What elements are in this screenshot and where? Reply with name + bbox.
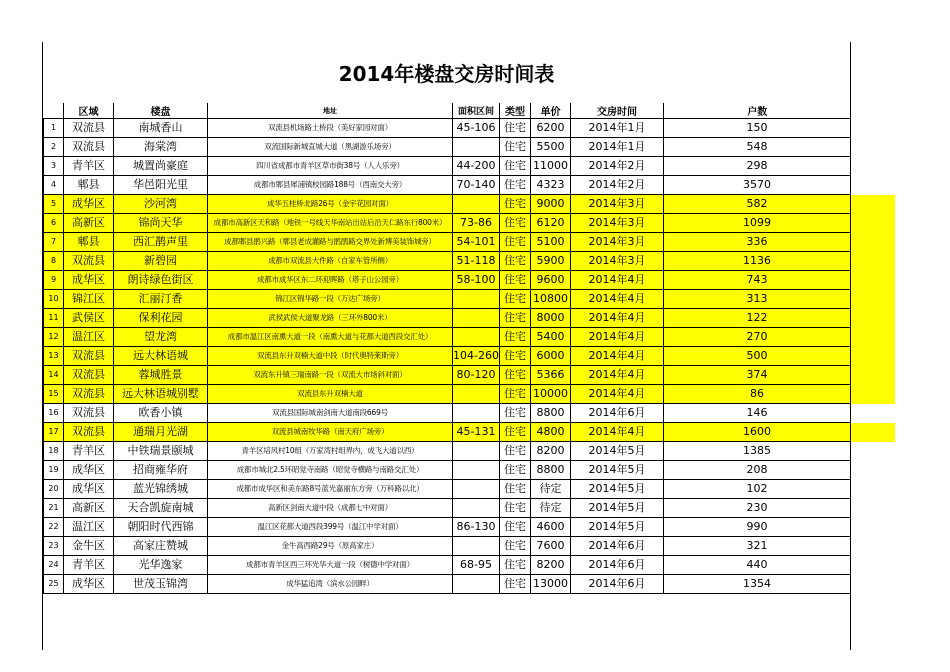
area-cell[interactable] <box>453 385 500 404</box>
price-cell[interactable]: 6000 <box>531 347 571 366</box>
district-cell[interactable]: 成华区 <box>64 575 114 594</box>
address-cell[interactable]: 双流县国际城南剑南大道南段669号 <box>208 404 453 423</box>
project-cell[interactable]: 中铁瑞景颐城 <box>114 442 208 461</box>
project-cell[interactable]: 朝阳时代西锦 <box>114 518 208 537</box>
delivery-date-cell[interactable]: 2014年4月 <box>571 423 664 442</box>
row-index-cell[interactable]: 12 <box>44 328 64 347</box>
header-address[interactable]: 地址 <box>208 103 453 119</box>
row-highlight-extension <box>851 195 895 214</box>
units-cell[interactable]: 313 <box>664 290 851 309</box>
price-cell[interactable]: 10800 <box>531 290 571 309</box>
project-cell[interactable]: 新碧园 <box>114 252 208 271</box>
row-index-cell[interactable]: 20 <box>44 480 64 499</box>
address-cell[interactable]: 双流县东升双楠大道中段（时代奥特莱斯旁） <box>208 347 453 366</box>
project-cell[interactable]: 保利花园 <box>114 309 208 328</box>
row-index-cell[interactable]: 15 <box>44 385 64 404</box>
delivery-date-cell[interactable]: 2014年3月 <box>571 233 664 252</box>
district-cell[interactable]: 青羊区 <box>64 442 114 461</box>
table-row <box>44 480 851 499</box>
row-index-cell[interactable]: 16 <box>44 404 64 423</box>
project-cell[interactable]: 招商雍华府 <box>114 461 208 480</box>
type-cell[interactable]: 住宅 <box>500 499 531 518</box>
sheet-title: 2014年楼盘交房时间表 <box>338 62 555 86</box>
address-cell[interactable]: 金牛高西路29号（原高家庄） <box>208 537 453 556</box>
address-cell[interactable]: 成都市温江区南熏大道一段（南熏大道与花都大道西段交汇处） <box>208 328 453 347</box>
row-index-cell[interactable]: 2 <box>44 138 64 157</box>
district-cell[interactable]: 双流县 <box>64 252 114 271</box>
price-cell[interactable]: 待定 <box>531 480 571 499</box>
address-cell[interactable]: 温江区花都大道西段399号（温江中学对面） <box>208 518 453 537</box>
area-cell[interactable] <box>453 328 500 347</box>
district-cell[interactable]: 郫县 <box>64 233 114 252</box>
project-cell[interactable]: 望龙湾 <box>114 328 208 347</box>
district-cell[interactable]: 成华区 <box>64 195 114 214</box>
row-index-cell[interactable]: 6 <box>44 214 64 233</box>
delivery-date-cell[interactable]: 2014年4月 <box>571 366 664 385</box>
price-cell[interactable]: 7600 <box>531 537 571 556</box>
district-cell[interactable]: 温江区 <box>64 518 114 537</box>
price-cell[interactable]: 待定 <box>531 499 571 518</box>
area-cell[interactable]: 73-86 <box>453 214 500 233</box>
type-cell[interactable]: 住宅 <box>500 271 531 290</box>
header-price[interactable]: 单价 <box>531 103 571 119</box>
district-cell[interactable]: 高新区 <box>64 214 114 233</box>
row-index-cell[interactable]: 3 <box>44 157 64 176</box>
project-cell[interactable]: 蓝光锦绣城 <box>114 480 208 499</box>
address-cell[interactable]: 成都市双流县大件路（自家车管所侧） <box>208 252 453 271</box>
area-cell[interactable] <box>453 290 500 309</box>
units-cell[interactable]: 1600 <box>664 423 851 442</box>
area-cell[interactable]: 58-100 <box>453 271 500 290</box>
address-cell[interactable]: 青羊区培风村10组（万家湾村组界内，成飞大道以西） <box>208 442 453 461</box>
delivery-date-cell[interactable]: 2014年6月 <box>571 537 664 556</box>
district-cell[interactable]: 温江区 <box>64 328 114 347</box>
type-cell[interactable]: 住宅 <box>500 366 531 385</box>
units-cell[interactable]: 374 <box>664 366 851 385</box>
table-row <box>44 157 851 176</box>
address-cell[interactable]: 双流东升镇三瑞南路一段（双流大市场斜对面） <box>208 366 453 385</box>
table-row <box>44 347 851 366</box>
header-date[interactable]: 交房时间 <box>571 103 664 119</box>
row-index-cell[interactable]: 1 <box>44 119 64 138</box>
project-cell[interactable]: 锦尚天华 <box>114 214 208 233</box>
row-index-cell[interactable]: 21 <box>44 499 64 518</box>
area-cell[interactable]: 44-200 <box>453 157 500 176</box>
units-cell[interactable]: 440 <box>664 556 851 575</box>
price-cell[interactable]: 8800 <box>531 461 571 480</box>
type-cell[interactable]: 住宅 <box>500 195 531 214</box>
area-cell[interactable] <box>453 309 500 328</box>
district-cell[interactable]: 高新区 <box>64 499 114 518</box>
units-cell[interactable]: 102 <box>664 480 851 499</box>
row-index-cell[interactable]: 13 <box>44 347 64 366</box>
project-cell[interactable]: 南城香山 <box>114 119 208 138</box>
project-cell[interactable]: 光华逸家 <box>114 556 208 575</box>
units-cell[interactable]: 3570 <box>664 176 851 195</box>
area-cell[interactable]: 86-130 <box>453 518 500 537</box>
type-cell[interactable]: 住宅 <box>500 309 531 328</box>
type-cell[interactable]: 住宅 <box>500 461 531 480</box>
table-row <box>44 309 851 328</box>
area-cell[interactable] <box>453 404 500 423</box>
area-cell[interactable]: 45-131 <box>453 423 500 442</box>
area-cell[interactable]: 68-95 <box>453 556 500 575</box>
table-row <box>44 385 851 404</box>
address-cell[interactable]: 成都市成华区和美东路8号蓝光嘉丽东方旁（万科路以北） <box>208 480 453 499</box>
table-row <box>44 499 851 518</box>
address-cell[interactable]: 成华五桂桥北路26号（金宇花园对面） <box>208 195 453 214</box>
row-highlight-extension <box>851 290 895 309</box>
project-cell[interactable]: 华邑阳光里 <box>114 176 208 195</box>
district-cell[interactable]: 成华区 <box>64 461 114 480</box>
type-cell[interactable]: 住宅 <box>500 290 531 309</box>
table-row <box>44 138 851 157</box>
project-cell[interactable]: 城置尚豪庭 <box>114 157 208 176</box>
delivery-date-cell[interactable]: 2014年5月 <box>571 499 664 518</box>
area-cell[interactable] <box>453 575 500 594</box>
units-cell[interactable]: 500 <box>664 347 851 366</box>
area-cell[interactable] <box>453 537 500 556</box>
table-row <box>44 366 851 385</box>
project-cell[interactable]: 天合凯旋南城 <box>114 499 208 518</box>
project-cell[interactable]: 高家庄赞城 <box>114 537 208 556</box>
district-cell[interactable]: 双流县 <box>64 138 114 157</box>
type-cell[interactable]: 住宅 <box>500 138 531 157</box>
type-cell[interactable]: 住宅 <box>500 157 531 176</box>
row-highlight-extension <box>851 214 895 233</box>
header-area[interactable]: 面积区间 <box>453 103 500 119</box>
delivery-date-cell[interactable]: 2014年4月 <box>571 347 664 366</box>
price-cell[interactable]: 6200 <box>531 119 571 138</box>
units-cell[interactable]: 321 <box>664 537 851 556</box>
price-cell[interactable]: 9000 <box>531 195 571 214</box>
row-index-cell[interactable]: 22 <box>44 518 64 537</box>
table-row <box>44 556 851 575</box>
price-cell[interactable]: 5366 <box>531 366 571 385</box>
delivery-date-cell[interactable]: 2014年1月 <box>571 119 664 138</box>
delivery-schedule-table <box>43 103 851 594</box>
project-cell[interactable]: 远大林语城别墅 <box>114 385 208 404</box>
row-highlight-extension <box>851 385 895 404</box>
address-cell[interactable]: 成都市青羊区西三环光华大道一段（树德中学对面） <box>208 556 453 575</box>
table-row <box>44 423 851 442</box>
table-row <box>44 195 851 214</box>
table-row <box>44 252 851 271</box>
row-index-cell[interactable]: 7 <box>44 233 64 252</box>
row-index-cell[interactable]: 10 <box>44 290 64 309</box>
price-cell[interactable]: 5900 <box>531 252 571 271</box>
address-cell[interactable]: 双流县东升双楠大道 <box>208 385 453 404</box>
district-cell[interactable]: 成华区 <box>64 271 114 290</box>
type-cell[interactable]: 住宅 <box>500 480 531 499</box>
type-cell[interactable]: 住宅 <box>500 404 531 423</box>
price-cell[interactable]: 5400 <box>531 328 571 347</box>
units-cell[interactable]: 1354 <box>664 575 851 594</box>
type-cell[interactable]: 住宅 <box>500 347 531 366</box>
row-index-cell[interactable]: 9 <box>44 271 64 290</box>
units-cell[interactable]: 990 <box>664 518 851 537</box>
row-highlight-extension <box>851 347 895 366</box>
address-cell[interactable]: 四川省成都市青羊区草市街38号（人人乐旁） <box>208 157 453 176</box>
area-cell[interactable]: 80-120 <box>453 366 500 385</box>
price-cell[interactable]: 4600 <box>531 518 571 537</box>
units-cell[interactable]: 743 <box>664 271 851 290</box>
area-cell[interactable] <box>453 480 500 499</box>
project-cell[interactable]: 远大林语城 <box>114 347 208 366</box>
delivery-date-cell[interactable]: 2014年6月 <box>571 404 664 423</box>
row-index-cell[interactable]: 11 <box>44 309 64 328</box>
row-index-cell[interactable]: 17 <box>44 423 64 442</box>
units-cell[interactable]: 86 <box>664 385 851 404</box>
units-cell[interactable]: 582 <box>664 195 851 214</box>
address-cell[interactable]: 成都市高新区天和路（地铁一号线天华南站出站后沿天仁路东行800米） <box>208 214 453 233</box>
district-cell[interactable]: 郫县 <box>64 176 114 195</box>
row-highlight-extension <box>851 252 895 271</box>
address-cell[interactable]: 成都市成华区东二环迎晖路（塔子山公园旁） <box>208 271 453 290</box>
address-cell[interactable]: 双流国际新城直城大道（黑湖游乐场旁） <box>208 138 453 157</box>
address-cell[interactable]: 双流县机场路土桥段（美好家园对面） <box>208 119 453 138</box>
type-cell[interactable]: 住宅 <box>500 385 531 404</box>
type-cell[interactable]: 住宅 <box>500 423 531 442</box>
price-cell[interactable]: 11000 <box>531 157 571 176</box>
units-cell[interactable]: 150 <box>664 119 851 138</box>
type-cell[interactable]: 住宅 <box>500 214 531 233</box>
district-cell[interactable]: 成华区 <box>64 480 114 499</box>
table-row <box>44 328 851 347</box>
delivery-date-cell[interactable]: 2014年4月 <box>571 328 664 347</box>
units-cell[interactable]: 298 <box>664 157 851 176</box>
district-cell[interactable]: 武侯区 <box>64 309 114 328</box>
table-row <box>44 575 851 594</box>
delivery-date-cell[interactable]: 2014年3月 <box>571 195 664 214</box>
delivery-date-cell[interactable]: 2014年5月 <box>571 480 664 499</box>
area-cell[interactable]: 54-101 <box>453 233 500 252</box>
district-cell[interactable]: 双流县 <box>64 423 114 442</box>
area-cell[interactable]: 70-140 <box>453 176 500 195</box>
delivery-date-cell[interactable]: 2014年2月 <box>571 176 664 195</box>
type-cell[interactable]: 住宅 <box>500 119 531 138</box>
price-cell[interactable]: 6120 <box>531 214 571 233</box>
price-cell[interactable]: 8800 <box>531 404 571 423</box>
project-cell[interactable]: 西汇鹊声里 <box>114 233 208 252</box>
row-highlight-extension <box>851 366 895 385</box>
district-cell[interactable]: 锦江区 <box>64 290 114 309</box>
header-row <box>44 103 851 119</box>
area-cell[interactable] <box>453 461 500 480</box>
price-cell[interactable]: 5500 <box>531 138 571 157</box>
units-cell[interactable]: 1136 <box>664 252 851 271</box>
delivery-date-cell[interactable]: 2014年1月 <box>571 138 664 157</box>
area-cell[interactable] <box>453 195 500 214</box>
price-cell[interactable]: 8000 <box>531 309 571 328</box>
price-cell[interactable]: 8200 <box>531 556 571 575</box>
units-cell[interactable]: 548 <box>664 138 851 157</box>
area-cell[interactable] <box>453 442 500 461</box>
price-cell[interactable]: 4800 <box>531 423 571 442</box>
table-row <box>44 119 851 138</box>
table-row <box>44 518 851 537</box>
project-cell[interactable]: 海棠湾 <box>114 138 208 157</box>
type-cell[interactable]: 住宅 <box>500 233 531 252</box>
district-cell[interactable]: 青羊区 <box>64 157 114 176</box>
project-cell[interactable]: 汇丽汀香 <box>114 290 208 309</box>
project-cell[interactable]: 欧香小镇 <box>114 404 208 423</box>
header-index[interactable] <box>44 103 64 119</box>
units-cell[interactable]: 1385 <box>664 442 851 461</box>
type-cell[interactable]: 住宅 <box>500 518 531 537</box>
address-cell[interactable]: 成都市郫县犀浦镇校园路188号（西南交大旁） <box>208 176 453 195</box>
delivery-date-cell[interactable]: 2014年5月 <box>571 461 664 480</box>
table-row <box>44 404 851 423</box>
district-cell[interactable]: 青羊区 <box>64 556 114 575</box>
table-row <box>44 214 851 233</box>
area-cell[interactable]: 104-260 <box>453 347 500 366</box>
units-cell[interactable]: 230 <box>664 499 851 518</box>
delivery-date-cell[interactable]: 2014年2月 <box>571 157 664 176</box>
delivery-date-cell[interactable]: 2014年5月 <box>571 442 664 461</box>
header-district[interactable]: 区域 <box>64 103 114 119</box>
type-cell[interactable]: 住宅 <box>500 176 531 195</box>
row-index-cell[interactable]: 24 <box>44 556 64 575</box>
price-cell[interactable]: 9600 <box>531 271 571 290</box>
units-cell[interactable]: 336 <box>664 233 851 252</box>
table-row <box>44 176 851 195</box>
address-cell[interactable]: 高新区剑南大道中段（成都七中对面） <box>208 499 453 518</box>
area-cell[interactable] <box>453 138 500 157</box>
units-cell[interactable]: 1099 <box>664 214 851 233</box>
delivery-date-cell[interactable]: 2014年5月 <box>571 518 664 537</box>
delivery-date-cell[interactable]: 2014年3月 <box>571 252 664 271</box>
delivery-date-cell[interactable]: 2014年6月 <box>571 575 664 594</box>
type-cell[interactable]: 住宅 <box>500 328 531 347</box>
row-index-cell[interactable]: 23 <box>44 537 64 556</box>
table-row <box>44 233 851 252</box>
delivery-date-cell[interactable]: 2014年4月 <box>571 271 664 290</box>
row-index-cell[interactable]: 4 <box>44 176 64 195</box>
table-row <box>44 461 851 480</box>
area-cell[interactable]: 45-106 <box>453 119 500 138</box>
price-cell[interactable]: 5100 <box>531 233 571 252</box>
header-project[interactable]: 楼盘 <box>114 103 208 119</box>
project-cell[interactable]: 世茂玉锦湾 <box>114 575 208 594</box>
project-cell[interactable]: 沙河湾 <box>114 195 208 214</box>
type-cell[interactable]: 住宅 <box>500 575 531 594</box>
address-cell[interactable]: 武侯武侯大道聚龙路（三环外800米） <box>208 309 453 328</box>
table-row <box>44 271 851 290</box>
project-cell[interactable]: 通瑞月光湖 <box>114 423 208 442</box>
area-cell[interactable] <box>453 499 500 518</box>
district-cell[interactable]: 金牛区 <box>64 537 114 556</box>
table-row <box>44 537 851 556</box>
district-cell[interactable]: 双流县 <box>64 366 114 385</box>
district-cell[interactable]: 双流县 <box>64 404 114 423</box>
price-cell[interactable]: 4323 <box>531 176 571 195</box>
header-type[interactable]: 类型 <box>500 103 531 119</box>
row-highlight-extension <box>851 423 895 442</box>
district-cell[interactable]: 双流县 <box>64 119 114 138</box>
units-cell[interactable]: 146 <box>664 404 851 423</box>
address-cell[interactable]: 双流县城南牧华路（南天府广场旁） <box>208 423 453 442</box>
table-row <box>44 290 851 309</box>
header-units[interactable]: 户数 <box>664 103 851 119</box>
project-cell[interactable]: 蓉城胜景 <box>114 366 208 385</box>
delivery-date-cell[interactable]: 2014年6月 <box>571 556 664 575</box>
row-highlight-extension <box>851 271 895 290</box>
delivery-date-cell[interactable]: 2014年4月 <box>571 385 664 404</box>
type-cell[interactable]: 住宅 <box>500 252 531 271</box>
address-cell[interactable]: 成都郫县鹃兴路（郫县老成灌路与鹃鹃路交界处新博美装饰城旁） <box>208 233 453 252</box>
row-index-cell[interactable]: 19 <box>44 461 64 480</box>
address-cell[interactable]: 成都市城北2.5环昭觉寺南路（昭觉寺横路与南路交汇处） <box>208 461 453 480</box>
price-cell[interactable]: 8200 <box>531 442 571 461</box>
address-cell[interactable]: 锦江区锦华路一段（万达广场旁） <box>208 290 453 309</box>
type-cell[interactable]: 住宅 <box>500 442 531 461</box>
row-index-cell[interactable]: 25 <box>44 575 64 594</box>
units-cell[interactable]: 208 <box>664 461 851 480</box>
row-highlight-extension <box>851 328 895 347</box>
row-index-cell[interactable]: 14 <box>44 366 64 385</box>
price-cell[interactable]: 10000 <box>531 385 571 404</box>
area-cell[interactable]: 51-118 <box>453 252 500 271</box>
delivery-date-cell[interactable]: 2014年4月 <box>571 290 664 309</box>
row-highlight-extension <box>851 233 895 252</box>
delivery-date-cell[interactable]: 2014年4月 <box>571 309 664 328</box>
units-cell[interactable]: 270 <box>664 328 851 347</box>
row-index-cell[interactable]: 18 <box>44 442 64 461</box>
units-cell[interactable]: 122 <box>664 309 851 328</box>
table-row <box>44 442 851 461</box>
district-cell[interactable]: 双流县 <box>64 347 114 366</box>
project-cell[interactable]: 朗诗绿色街区 <box>114 271 208 290</box>
district-cell[interactable]: 双流县 <box>64 385 114 404</box>
row-index-cell[interactable]: 5 <box>44 195 64 214</box>
type-cell[interactable]: 住宅 <box>500 556 531 575</box>
row-index-cell[interactable]: 8 <box>44 252 64 271</box>
delivery-date-cell[interactable]: 2014年3月 <box>571 214 664 233</box>
address-cell[interactable]: 成华猛追湾（滨水公园畔） <box>208 575 453 594</box>
type-cell[interactable]: 住宅 <box>500 537 531 556</box>
row-highlight-extension <box>851 309 895 328</box>
price-cell[interactable]: 13000 <box>531 575 571 594</box>
